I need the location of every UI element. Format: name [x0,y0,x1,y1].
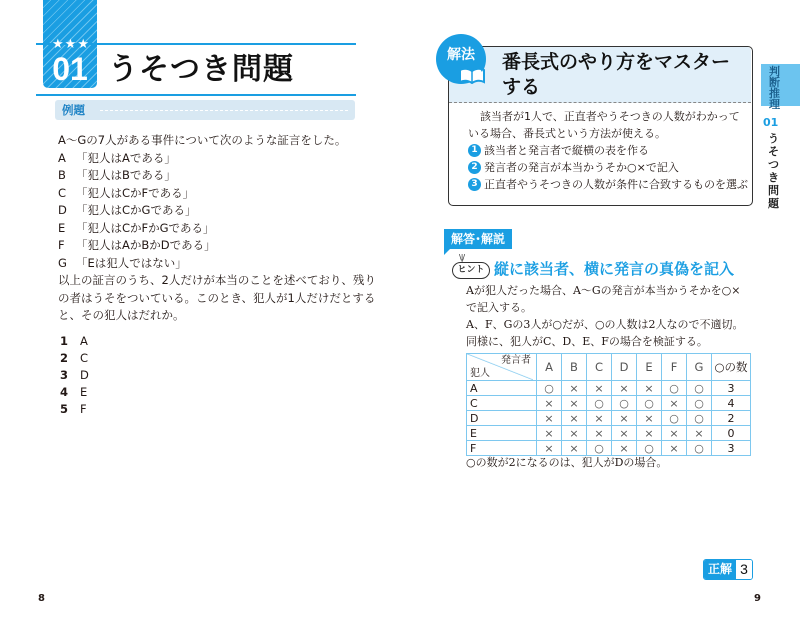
explanation-line: で記入する。 [466,301,532,314]
column-header: ○の数 [712,354,751,381]
column-header: E [637,354,662,381]
title-rule-bottom [36,94,356,96]
row-header: D [467,411,537,426]
table-cell: ○ [612,396,637,411]
method-step: 3 正直者やうそつきの人数が条件に合致するものを選ぶ [468,176,748,193]
choice-item: 5 F [60,402,87,416]
table-row [467,396,751,411]
table-cell: × [612,426,637,441]
table-header-row [467,354,751,381]
statement: A 「犯人はAである」 [58,150,176,165]
step-number-icon: 2 [468,161,481,174]
table-cell: × [562,441,587,456]
page-number-right: 9 [754,593,761,604]
choice-item: 3 D [60,368,89,382]
explanation-line: 同様に、犯人がC、D、E、Fの場合を検証する。 [466,335,708,348]
chapter-number: 01 [52,51,88,87]
method-intro-line: いる場合、番長式という方法が使える。 [468,127,666,140]
answer-choices [60,333,89,418]
table-cell: ○ [687,411,712,426]
table-cell: × [562,396,587,411]
table-cell: × [587,411,612,426]
correct-answer-badge [703,559,753,580]
statement: F 「犯人はAかBかDである」 [58,238,216,252]
table-cell: × [537,396,562,411]
table-cell: × [637,411,662,426]
table-cell: × [587,426,612,441]
count-cell: 3 [712,441,751,456]
table-cell: ○ [687,396,712,411]
page-number-left: 8 [38,593,45,604]
table-cell: × [687,426,712,441]
side-index-title: うそつき問題 [768,132,779,210]
count-cell: 4 [712,396,751,411]
open-book-icon [458,66,486,88]
method-body [468,108,748,193]
method-step: 1 該当者と発言者で縦横の表を作る [468,142,748,159]
hint-rays-icon: \|/ [459,253,465,262]
method-intro-line: 該当者が1人で、正直者やうそつきの人数がわかって [480,110,740,123]
table-cell: ○ [637,396,662,411]
table-cell: × [562,381,587,396]
choice-item: 1 A [60,334,88,348]
method-step: 2 発言者の発言が本当かうそか○×で記入 [468,159,748,176]
difficulty-stars-icon: ★★★ [52,37,90,52]
column-header: C [587,354,612,381]
explanation-line: Aが犯人だった場合、A～Gの発言が本当かうそかを○× [466,284,741,297]
statement: B 「犯人はBである」 [58,168,176,182]
correct-answer-value: 3 [736,560,752,579]
table-cell: ○ [662,381,687,396]
step-number-icon: 1 [468,144,481,157]
row-header: E [467,426,537,441]
table-row [467,441,751,456]
answer-tag-tail [444,249,450,255]
question-intro: A～Gの7人がある事件について次のような証言をした。 [58,133,347,147]
example-label: 例題 [62,103,85,117]
statement: E 「犯人はCかFかGである」 [58,220,215,235]
table-cell: ○ [537,381,562,396]
column-header: G [687,354,712,381]
table-row [467,426,751,441]
method-badge-label: 解法 [447,47,475,63]
count-cell: 2 [712,411,751,426]
table-cell: × [612,411,637,426]
explanation-text [466,282,786,350]
explanation-line: A、F、Gの3人が○だが、○の人数は2人なので不適切。 [466,318,744,331]
table-cell: × [662,441,687,456]
column-header: F [662,354,687,381]
table-cell: ○ [637,441,662,456]
row-header: C [467,396,537,411]
answer-section-tag: 解答･解説 [444,229,512,249]
table-row [467,381,751,396]
table-cell: × [662,426,687,441]
table-cell: × [637,426,662,441]
example-divider [100,110,348,111]
table-corner-cell: 発言者 犯人 [467,354,537,381]
column-header: A [537,354,562,381]
hint-title: 縦に該当者、横に発言の真偽を記入 [494,260,735,278]
choice-item: 4 E [60,385,88,399]
truth-table [466,353,751,456]
question-body-line: と、その犯人はだれか。 [58,308,185,322]
conclusion-text: ○の数が2になるのは、犯人がDの場合。 [466,456,668,469]
table-cell: × [637,381,662,396]
table-cell: × [662,396,687,411]
row-header: A [467,381,537,396]
page-title: うそつき問題 [108,52,294,87]
question-text [58,132,376,325]
question-body-line: 以上の証言のうち、2人だけが本当のことを述べており、残り [58,273,376,287]
count-cell: 3 [712,381,751,396]
table-cell: × [537,441,562,456]
table-cell: × [562,426,587,441]
table-cell: × [537,411,562,426]
question-body-line: の者はうそをついている。このとき、犯人が1人だけだとする [58,290,376,305]
choice-item: 2 C [60,351,89,365]
table-cell: ○ [662,411,687,426]
table-cell: × [562,411,587,426]
column-header: B [562,354,587,381]
table-cell: × [587,381,612,396]
table-cell: ○ [687,381,712,396]
statement: D 「犯人はCかGである」 [58,203,197,217]
table-cell: × [537,426,562,441]
count-cell: 0 [712,426,751,441]
table-cell: ○ [587,441,612,456]
side-index-category: 判断推理 [769,65,780,111]
hint-badge: ヒント [452,262,490,279]
side-index-number: 01 [763,116,779,129]
table-cell: ○ [587,396,612,411]
table-cell: × [612,381,637,396]
step-number-icon: 3 [468,178,481,191]
method-title: 番長式のやり方をマスターする [502,51,731,98]
table-cell: ○ [687,441,712,456]
table-cell: × [612,441,637,456]
statement: C 「犯人はCかFである」 [58,185,195,200]
row-header: F [467,441,537,456]
correct-answer-label: 正解 [704,560,736,579]
statement: G 「Eは犯人ではない」 [58,255,187,270]
table-row [467,411,751,426]
column-header: D [612,354,637,381]
